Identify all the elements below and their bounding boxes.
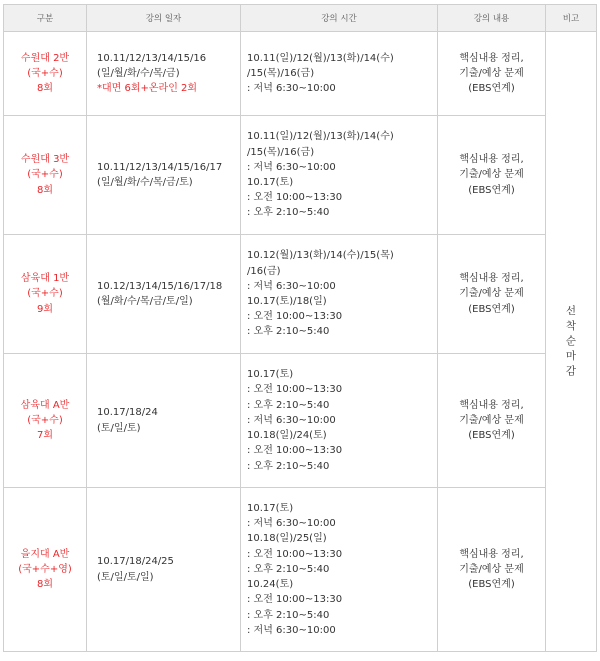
course-sessions: 8회 (36, 579, 54, 591)
dates-line: 10.17/18/24 (97, 407, 158, 419)
course-name: 수원대 2반 (20, 52, 70, 64)
content-line: 핵심내용 정리, (459, 399, 524, 411)
course-name: 삼육대 A반 (20, 399, 70, 411)
times-line: : 오전 10:00~13:30 (247, 594, 343, 606)
times-line: : 오전 10:00~13:30 (247, 445, 343, 457)
schedule-table-wrapper (3, 4, 596, 652)
course-sessions: 8회 (36, 83, 54, 95)
course-subjects: (국+수+영) (18, 563, 72, 575)
content-cell (438, 116, 546, 235)
times-line: : 오후 2:10~5:40 (247, 460, 330, 472)
times-cell (241, 235, 438, 354)
remarks-cell (546, 32, 597, 652)
dates-cell (87, 116, 241, 235)
dates-line: 10.17/18/24/25 (97, 556, 174, 568)
content-cell (438, 354, 546, 488)
content-line: (EBS연계) (468, 184, 515, 196)
content-line: 기출/예상 문제 (459, 288, 524, 300)
course-cell (4, 235, 87, 354)
course-subjects: (국+수) (27, 169, 63, 181)
times-line: : 오전 10:00~13:30 (247, 384, 343, 396)
dates-note: *대면 6회+온라인 2회 (97, 83, 198, 95)
times-line: /15(목)/16(금) (247, 67, 315, 79)
course-cell (4, 32, 87, 116)
course-name: 을지대 A반 (20, 548, 70, 560)
times-line: : 저녁 6:30~10:00 (247, 624, 336, 636)
table-row (4, 488, 597, 652)
content-line: (EBS연계) (468, 303, 515, 315)
content-line: 기출/예상 문제 (459, 563, 524, 575)
times-line: 10.17(토) (247, 503, 294, 515)
header-lecture-times: 강의 시간 (241, 5, 438, 32)
header-lecture-dates: 강의 일자 (87, 5, 241, 32)
content-line: 기출/예상 문제 (459, 67, 524, 79)
course-subjects: (국+수) (27, 67, 63, 79)
content-cell (438, 488, 546, 652)
table-row (4, 354, 597, 488)
times-line: : 저녁 6:30~10:00 (247, 280, 336, 292)
dates-line: 10.11/12/13/14/15/16 (97, 52, 207, 64)
header-remarks: 비고 (546, 5, 597, 32)
times-line: : 오전 10:00~13:30 (247, 192, 343, 204)
content-line: (EBS연계) (468, 430, 515, 442)
times-line: 10.11(일)/12(월)/13(화)/14(수) (247, 52, 394, 64)
course-sessions: 7회 (36, 430, 54, 442)
times-line: 10.11(일)/12(월)/13(화)/14(수) (247, 131, 394, 143)
dates-cell (87, 235, 241, 354)
content-line: 핵심내용 정리, (459, 548, 524, 560)
times-cell (241, 354, 438, 488)
dates-line: (토/일/토) (97, 422, 141, 434)
course-cell (4, 116, 87, 235)
course-sessions: 9회 (36, 303, 54, 315)
times-line: : 오후 2:10~5:40 (247, 399, 330, 411)
course-schedule-table (3, 4, 597, 652)
course-cell (4, 354, 87, 488)
times-line: : 오후 2:10~5:40 (247, 326, 330, 338)
course-name: 수원대 3반 (20, 154, 70, 166)
dates-line: 10.12/13/14/15/16/17/18 (97, 280, 223, 292)
content-line: 핵심내용 정리, (459, 154, 524, 166)
times-line: /16(금) (247, 265, 281, 277)
content-cell (438, 235, 546, 354)
dates-line: (일/월/화/수/목/금) (97, 67, 180, 79)
times-line: 10.17(토)/18(일) (247, 296, 327, 307)
dates-line: (일/월/화/수/목/금/토) (97, 177, 193, 188)
times-line: 10.17(토) (247, 177, 294, 188)
table-row (4, 32, 597, 116)
times-cell (241, 32, 438, 116)
table-row (4, 116, 597, 235)
times-cell (241, 116, 438, 235)
content-line: (EBS연계) (468, 579, 515, 591)
content-line: 기출/예상 문제 (459, 414, 524, 426)
header-category: 구분 (4, 5, 87, 32)
times-line: 10.18(일)/24(토) (247, 430, 327, 442)
dates-cell (87, 354, 241, 488)
course-subjects: (국+수) (27, 414, 63, 426)
times-line: : 오후 2:10~5:40 (247, 207, 330, 219)
times-line: : 오후 2:10~5:40 (247, 563, 330, 575)
table-row (4, 235, 597, 354)
course-cell (4, 488, 87, 652)
times-line: 10.12(월)/13(화)/14(수)/15(목) (247, 250, 394, 262)
course-sessions: 8회 (36, 184, 54, 196)
times-line: : 저녁 6:30~10:00 (247, 161, 336, 173)
times-line: : 오전 10:00~13:30 (247, 548, 343, 560)
times-line: : 저녁 6:30~10:00 (247, 414, 336, 426)
times-cell (241, 488, 438, 652)
course-subjects: (국+수) (27, 288, 63, 300)
times-line: 10.17(토) (247, 369, 294, 381)
times-line: : 오전 10:00~13:30 (247, 311, 343, 323)
content-cell (438, 32, 546, 116)
header-lecture-content: 강의 내용 (438, 5, 546, 32)
course-name: 삼육대 1반 (20, 273, 70, 285)
content-line: 핵심내용 정리, (459, 273, 524, 285)
times-line: 10.24(토) (247, 579, 294, 591)
dates-line: (월/화/수/목/금/토/일) (97, 296, 193, 307)
remarks-text: 선착순마감 (565, 304, 577, 377)
times-line: : 저녁 6:30~10:00 (247, 518, 336, 530)
dates-line: 10.11/12/13/14/15/16/17 (97, 161, 223, 173)
content-line: (EBS연계) (468, 83, 515, 95)
table-header-row (4, 5, 597, 32)
dates-cell (87, 32, 241, 116)
times-line: : 오후 2:10~5:40 (247, 609, 330, 621)
dates-cell (87, 488, 241, 652)
times-line: /15(목)/16(금) (247, 146, 315, 158)
content-line: 기출/예상 문제 (459, 169, 524, 181)
times-line: 10.18(일)/25(일) (247, 533, 327, 545)
dates-line: (토/일/토/일) (97, 571, 154, 583)
content-line: 핵심내용 정리, (459, 52, 524, 64)
times-line: : 저녁 6:30~10:00 (247, 83, 336, 95)
